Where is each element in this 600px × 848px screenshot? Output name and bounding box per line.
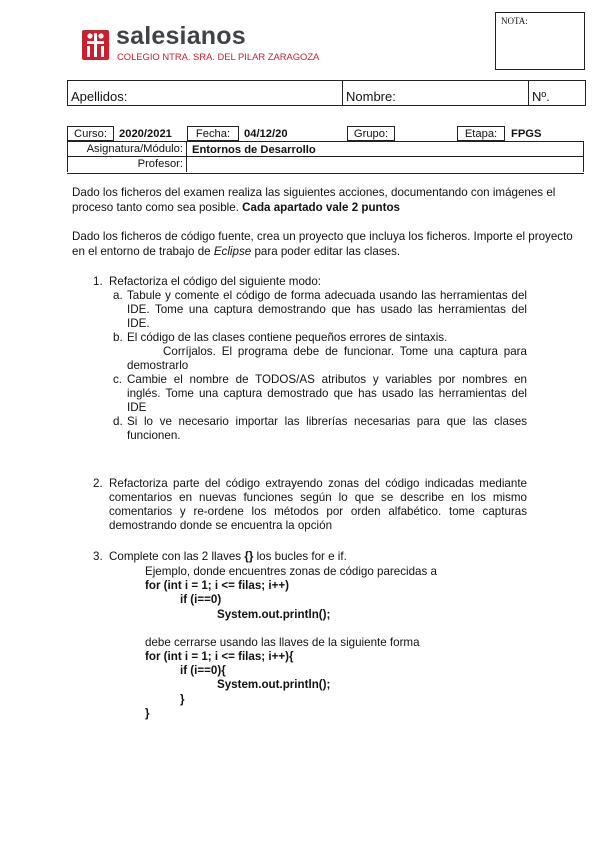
sub-item-b xyxy=(113,331,527,373)
subject-value: Entornos de Desarrollo xyxy=(192,143,316,156)
sub-text: El código de las clases contiene pequeños errores de sintaxis. xyxy=(127,331,448,344)
intro-text-1: Dado los ficheros del examen realiza las siguientes acciones, documentando con imágenes el proceso tanto como sea posible. xyxy=(72,186,556,214)
school-name: COLEGIO NTRA. SRA. DEL PILAR ZARAGOZA xyxy=(117,51,320,62)
stage-label: Etapa: xyxy=(457,126,505,141)
course-value: 2020/2021 xyxy=(119,127,172,140)
sub-letter: a. xyxy=(113,289,123,302)
intro-points-note: Cada apartado vale 2 puntos xyxy=(242,200,401,214)
subject-table xyxy=(67,141,584,174)
stage-value: FPGS xyxy=(511,127,542,140)
sub-text: Tabule y comente el código de forma adecuada usando las herramientas del IDE. Tome una captura demostrando que has usado las herramientas del IDE. xyxy=(127,289,527,330)
item-text: Refactoriza el código del siguiente modo: xyxy=(109,275,322,288)
code-line: System.out.println(); xyxy=(217,607,331,621)
first-name-label: Nombre: xyxy=(346,89,396,104)
list-item-3 xyxy=(93,550,527,564)
sub-text: Si lo ve necesario importar las librerías necesarias para que las clases funcionen. xyxy=(127,415,527,442)
sub-text: Cambie el nombre de TODOS/AS atributos y variables por nombres en inglés. Tome una captura demostrado que has usado las herramientas del IDE xyxy=(127,373,527,414)
example-outro: debe cerrarse usando las llaves de la siguiente forma xyxy=(145,635,420,649)
number-field[interactable] xyxy=(529,81,585,105)
intro-text-2: Dado los ficheros de código fuente, crea un proyecto que incluya los ficheros. Importe el proyecto en el entorno de trabajo de xyxy=(72,230,573,258)
item-text xyxy=(109,550,527,564)
salesianos-logo-icon xyxy=(82,30,109,60)
subject-label: Asignatura/Módulo: xyxy=(67,142,187,157)
item-text-a: Complete con las 2 llaves xyxy=(109,550,242,563)
surname-field[interactable] xyxy=(68,81,343,105)
sub-letter: d. xyxy=(113,415,123,428)
first-name-field[interactable] xyxy=(343,81,529,105)
teacher-label: Profesor: xyxy=(67,157,187,172)
code-line: System.out.println(); xyxy=(217,678,331,692)
course-label: Curso: xyxy=(67,126,114,141)
intro-eclipse: Eclipse xyxy=(213,244,252,258)
intro-paragraph-2 xyxy=(72,230,584,259)
braces-glyph: {} xyxy=(244,550,254,563)
date-label: Fecha: xyxy=(187,126,239,141)
student-info-row xyxy=(67,80,586,106)
list-item-1 xyxy=(93,275,527,443)
example-intro: Ejemplo, donde encuentres zonas de código parecidas a xyxy=(145,565,437,578)
list-item-2 xyxy=(93,477,527,533)
course-row xyxy=(67,126,584,141)
surname-label: Apellidos: xyxy=(71,89,128,104)
intro-text-2b: para poder editar las clases. xyxy=(254,244,401,258)
grade-label: NOTA: xyxy=(501,16,528,26)
sub-item-a xyxy=(113,289,527,331)
code-line: if (i==0){ xyxy=(180,664,226,678)
sub-item-c xyxy=(113,373,527,415)
date-value: 04/12/20 xyxy=(244,127,288,140)
code-line: } xyxy=(180,692,185,706)
item-text: Refactoriza parte del código extrayendo zonas del código indicadas mediante comentarios en nuevas funciones según lo que se describe en los mismo comentarios y re-ordene los métodos por orden alfabético. tome capturas demostrando donde se encuentra la opción xyxy=(109,477,527,532)
example-block xyxy=(145,565,565,721)
code-line: for (int i = 1; i <= filas; i++) xyxy=(145,579,289,593)
intro-paragraph-1 xyxy=(72,186,584,215)
table-right-edge xyxy=(583,142,584,172)
sub-letter: c. xyxy=(113,373,123,386)
code-line: if (i==0) xyxy=(180,593,222,607)
code-line: for (int i = 1; i <= filas; i++){ xyxy=(145,650,294,664)
teacher-divider xyxy=(187,156,584,157)
grade-box xyxy=(495,12,585,70)
sub-text-continued: Corríjalos. El programa debe de funcionar. Tome una captura para demostrarlo xyxy=(127,345,527,372)
item-number: 3. xyxy=(93,550,103,563)
code-line: } xyxy=(145,706,150,720)
item-text-b: los bucles for e if. xyxy=(256,550,347,563)
sub-item-d xyxy=(113,415,527,443)
item-number: 1. xyxy=(93,275,103,288)
number-label: Nº. xyxy=(532,89,550,104)
sub-letter: b. xyxy=(113,331,123,344)
group-label: Grupo: xyxy=(347,126,395,141)
logo-wordmark: salesianos xyxy=(116,22,246,50)
item-number: 2. xyxy=(93,477,103,490)
